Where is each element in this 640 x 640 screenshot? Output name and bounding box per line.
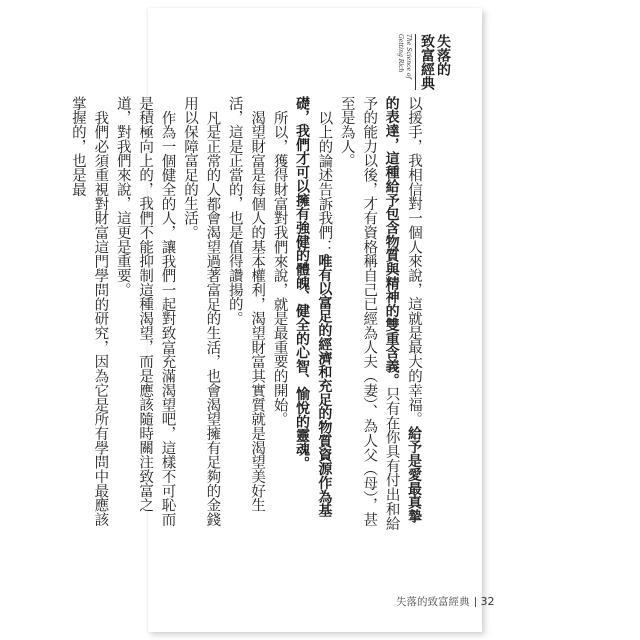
paragraph-5-text: 凡是正常的人都會渴望過著富足的生活，也會渴望擁有足夠的金錢用以保障富足的生活。 <box>181 96 221 527</box>
footer-divider <box>475 597 476 607</box>
header-english-title <box>397 34 412 96</box>
header-english-line1: The <box>405 34 412 46</box>
header-english-line4: Rich <box>397 58 404 73</box>
page-footer <box>396 594 495 609</box>
header-english-line3: Getting <box>397 34 404 57</box>
header-title-col1: 失落的 <box>435 34 451 76</box>
paragraph-2 <box>291 96 336 536</box>
header-english-line2: Science of <box>405 47 412 79</box>
paragraph-6 <box>111 96 178 536</box>
paragraph-2-text: 以上的論述告訴我們： <box>316 110 333 255</box>
paragraph-7 <box>67 96 112 536</box>
paragraph-3-text: 所以，獲得財富對我們來說，就是最重要的開始。 <box>271 110 288 427</box>
footer-book-title: 失落的致富經典 <box>396 596 470 608</box>
header-title <box>415 34 451 90</box>
paragraph-4-text: 渴望財富是每個人的基本權利，渴望財富其實質就是渴望美好生活，這是正當的，也是值得讚揚的。 <box>226 96 266 513</box>
paragraph-1-text-2: 只有在你具有付出和給予的能力以後，才有資格稱自己已經為人夫（妻）、為人父（母），甚至是為人。 <box>338 96 400 531</box>
paragraph-6-text: 作為一個健全的人，讓我們一起對致富充滿渴望吧，這樣不可恥而是積極向上的，我們不能抑制這種渴望，而是應該隨時關注致富之道，對我們來說，這更是重要。 <box>114 96 176 527</box>
paragraph-2-bold: 唯有以富足的經濟和充足的物質資源作為基礎，我們才可以擁有強健的體魄、健全的心智、愉悅的靈魂。 <box>293 96 333 518</box>
paragraph-1 <box>335 96 425 536</box>
running-header <box>397 34 451 96</box>
paragraph-5 <box>179 96 224 536</box>
paragraph-1-text: 以援手，我相信對一個人來說，這就是最大的幸福。 <box>406 96 422 427</box>
page-number: 32 <box>480 595 495 608</box>
paragraph-7-text: 我們必須重視對財富這門學問的研究，因為它是所有學問中最應該掌握的，也是最 <box>69 96 109 527</box>
paragraph-1-bold: 給予是愛最真摯的表達，這種給予包含物質與精神的雙重含義。 <box>383 96 422 524</box>
body-text <box>67 96 426 536</box>
header-title-col2: 致富經典 <box>419 34 435 90</box>
paragraph-3 <box>268 96 290 536</box>
paragraph-4 <box>223 96 268 536</box>
